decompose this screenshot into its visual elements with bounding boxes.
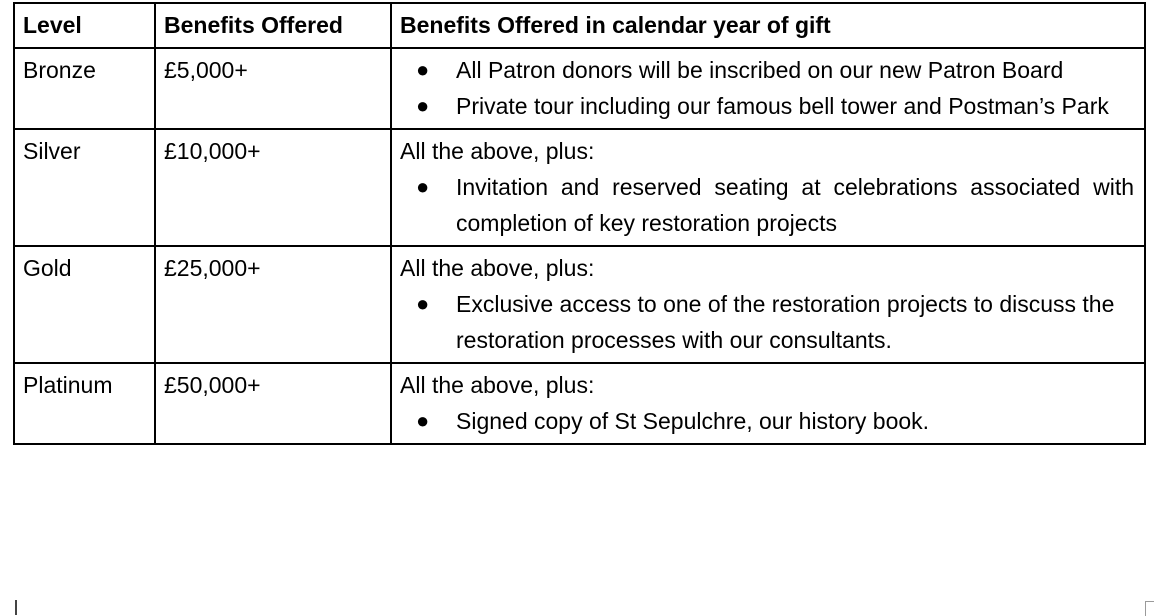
header-benefits-calendar-year: Benefits Offered in calendar year of gift [391, 3, 1145, 48]
bullet-icon: ● [416, 174, 430, 199]
header-benefits-offered: Benefits Offered [155, 3, 391, 48]
benefit-item [400, 52, 1134, 88]
bullet-icon: ● [416, 408, 430, 433]
benefit-item [400, 88, 1134, 124]
benefit-text: Private tour including our famous bell tower and Postman’s Park [456, 93, 1109, 119]
benefit-text: Invitation and reserved seating at celebrations associated with completion of key restoration projects [456, 174, 1134, 236]
page-margin-marker-right [1145, 601, 1154, 616]
level-cell: Platinum [14, 363, 155, 444]
bullet-icon: ● [416, 93, 430, 118]
benefits-list [400, 52, 1134, 124]
level-cell: Silver [14, 129, 155, 246]
amount-cell: £10,000+ [155, 129, 391, 246]
benefits-list [400, 169, 1134, 241]
level-cell: Bronze [14, 48, 155, 129]
benefits-list [400, 403, 1134, 439]
table-row-bronze [14, 48, 1145, 129]
table-header-row [14, 3, 1145, 48]
benefit-item [400, 169, 1134, 241]
benefits-cell [391, 129, 1145, 246]
benefits-cell [391, 363, 1145, 444]
benefits-cell [391, 48, 1145, 129]
amount-cell: £5,000+ [155, 48, 391, 129]
benefit-text: All Patron donors will be inscribed on our new Patron Board [456, 57, 1064, 83]
benefits-intro: All the above, plus: [400, 372, 595, 398]
level-cell: Gold [14, 246, 155, 363]
benefits-cell [391, 246, 1145, 363]
table-row-gold [14, 246, 1145, 363]
page-margin-marker-left [15, 600, 17, 615]
table-row-platinum [14, 363, 1145, 444]
benefit-item [400, 403, 1134, 439]
patron-benefits-table [13, 2, 1146, 445]
amount-cell: £25,000+ [155, 246, 391, 363]
benefit-text: Exclusive access to one of the restoration projects to discuss the restoration processes with our consultants. [456, 291, 1115, 353]
table-row-silver [14, 129, 1145, 246]
benefits-intro: All the above, plus: [400, 255, 595, 281]
header-level: Level [14, 3, 155, 48]
amount-cell: £50,000+ [155, 363, 391, 444]
benefits-intro: All the above, plus: [400, 138, 595, 164]
benefit-text: Signed copy of St Sepulchre, our history book. [456, 408, 930, 434]
bullet-icon: ● [416, 57, 430, 82]
benefits-list [400, 286, 1134, 358]
bullet-icon: ● [416, 291, 430, 316]
benefit-item [400, 286, 1134, 358]
